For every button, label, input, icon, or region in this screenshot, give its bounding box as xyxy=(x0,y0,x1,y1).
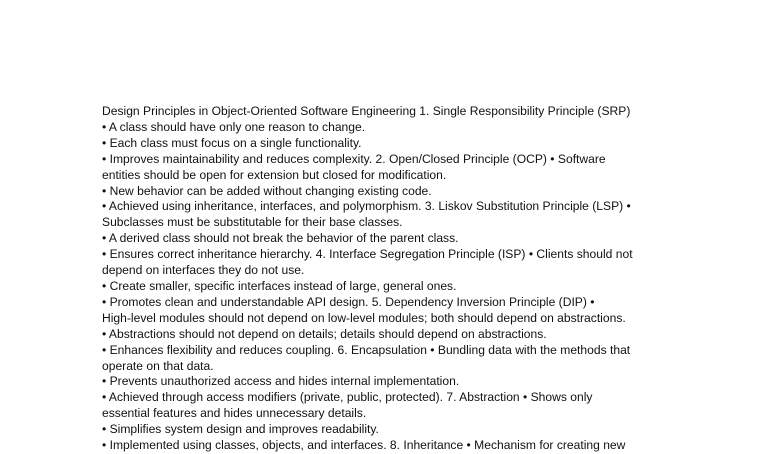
text-line-21: • Simplifies system design and improves readability. xyxy=(102,422,379,437)
text-line-10: • Ensures correct inheritance hierarchy. 4. Interface Segregation Principle (ISP) • Clients should not xyxy=(102,247,633,262)
text-line-15: • Abstractions should not depend on details; details should depend on abstractions. xyxy=(102,326,547,341)
text-line-3: • Each class must focus on a single functionality. xyxy=(102,135,362,150)
text-line-14: High-level modules should not depend on low-level modules; both should depend on abstractions. xyxy=(102,310,626,325)
text-line-22: • Implemented using classes, objects, and interfaces. 8. Inheritance • Mechanism for creating new xyxy=(102,438,626,453)
text-line-5: entities should be open for extension but closed for modification. xyxy=(102,167,447,182)
text-line-8: Subclasses must be substitutable for their base classes. xyxy=(102,215,403,230)
text-line-18: • Prevents unauthorized access and hides internal implementation. xyxy=(102,374,460,389)
text-line-12: • Create smaller, specific interfaces instead of large, general ones. xyxy=(102,278,457,293)
text-line-19: • Achieved through access modifiers (private, public, protected). 7. Abstraction • Shows only xyxy=(102,390,593,405)
text-line-13: • Promotes clean and understandable API design. 5. Dependency Inversion Principle (DIP) • xyxy=(102,294,595,309)
text-line-1: Design Principles in Object-Oriented Software Engineering 1. Single Responsibility Principle (SRP) xyxy=(102,104,631,118)
text-line-4: • Improves maintainability and reduces complexity. 2. Open/Closed Principle (OCP) • Software xyxy=(102,151,606,166)
text-line-2: • A class should have only one reason to change. xyxy=(102,119,366,134)
text-line-17: operate on that data. xyxy=(102,358,214,373)
text-line-9: • A derived class should not break the behavior of the parent class. xyxy=(102,231,459,246)
text-line-11: depend on interfaces they do not use. xyxy=(102,263,305,278)
text-line-20: essential features and hides unnecessary details. xyxy=(102,406,367,421)
document-body xyxy=(102,104,702,454)
text-line-16: • Enhances flexibility and reduces coupling. 6. Encapsulation • Bundling data with the methods that xyxy=(102,342,631,357)
text-line-7: • Achieved using inheritance, interfaces, and polymorphism. 3. Liskov Substitution Principle (LSP) • xyxy=(102,199,631,214)
text-line-6: • New behavior can be added without changing existing code. xyxy=(102,183,432,198)
